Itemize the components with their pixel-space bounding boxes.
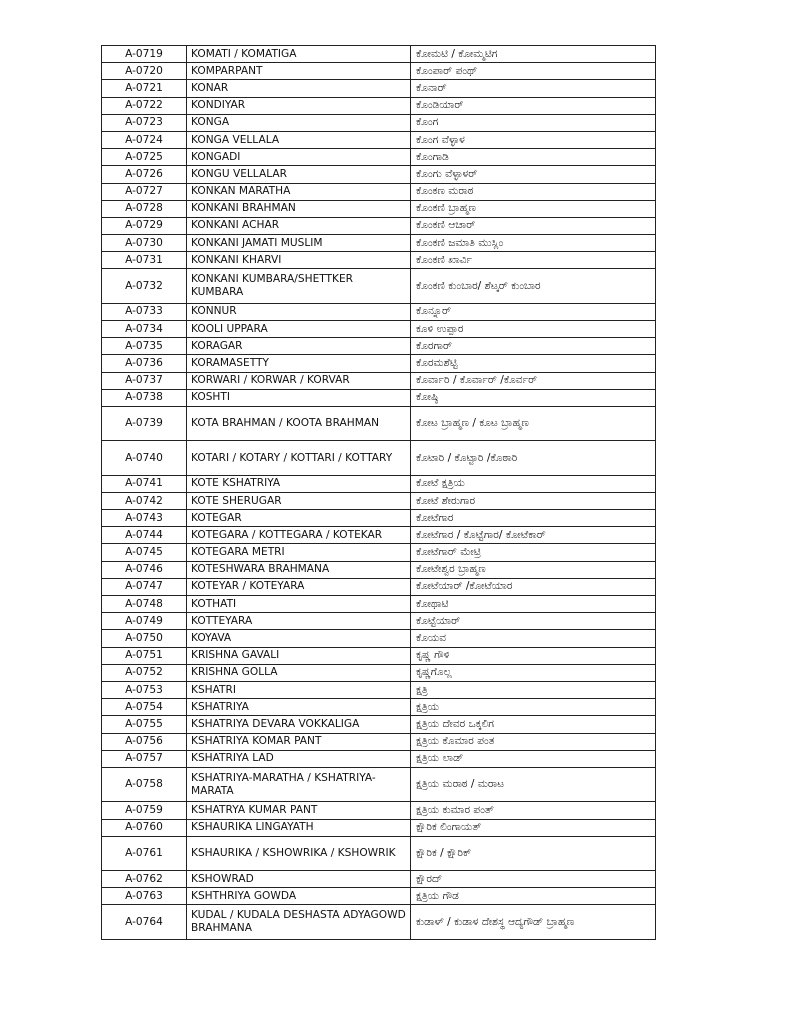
code-cell: A-0764 bbox=[102, 905, 187, 939]
table-row bbox=[102, 613, 656, 630]
kannada-name-cell: ಕೊಂಗಾಡಿ bbox=[411, 149, 656, 166]
table-row bbox=[102, 441, 656, 475]
code-cell: A-0752 bbox=[102, 664, 187, 681]
english-name-cell: KOYAVA bbox=[187, 630, 411, 647]
code-cell: A-0736 bbox=[102, 355, 187, 372]
table-row bbox=[102, 303, 656, 320]
code-cell: A-0719 bbox=[102, 46, 187, 63]
english-name-cell: KOTHATI bbox=[187, 596, 411, 613]
kannada-name-cell: ಕೋಷ್ಠಿ bbox=[411, 389, 656, 406]
english-name-cell: KOTARI / KOTARY / KOTTARI / KOTTARY bbox=[187, 441, 411, 475]
code-cell: A-0754 bbox=[102, 699, 187, 716]
kannada-name-cell: ಕೋಮಟಿ / ಕೋಮ್ಮಟಿಗ bbox=[411, 46, 656, 63]
table-row bbox=[102, 114, 656, 131]
kannada-name-cell: ಕೋಟೆ ಶೇರುಗಾರ bbox=[411, 492, 656, 509]
english-name-cell: KRISHNA GOLLA bbox=[187, 664, 411, 681]
table-row bbox=[102, 699, 656, 716]
table-row bbox=[102, 716, 656, 733]
english-name-cell: KOTE KSHATRIYA bbox=[187, 475, 411, 492]
code-cell: A-0748 bbox=[102, 596, 187, 613]
table-row bbox=[102, 338, 656, 355]
table-row bbox=[102, 63, 656, 80]
kannada-name-cell: ಕೃಷ್ಣಗೊಲ್ಲ bbox=[411, 664, 656, 681]
table-row bbox=[102, 406, 656, 440]
kannada-name-cell: ಕ್ಷತ್ರಿಯ ಗೌಡ bbox=[411, 888, 656, 905]
table-row bbox=[102, 269, 656, 303]
code-cell: A-0756 bbox=[102, 733, 187, 750]
table-row bbox=[102, 836, 656, 870]
table-row bbox=[102, 46, 656, 63]
code-cell: A-0725 bbox=[102, 149, 187, 166]
english-name-cell: KOSHTI bbox=[187, 389, 411, 406]
english-name-cell: KONKANI ACHAR bbox=[187, 217, 411, 234]
english-name-cell: KONKANI KUMBARA/SHETTKER KUMBARA bbox=[187, 269, 411, 303]
english-name-cell: KUDAL / KUDALA DESHASTA ADYAGOWD BRAHMANA bbox=[187, 905, 411, 939]
kannada-name-cell: ಕೋಥಾಟಿ bbox=[411, 596, 656, 613]
table-row bbox=[102, 750, 656, 767]
english-name-cell: KOMATI / KOMATIGA bbox=[187, 46, 411, 63]
code-cell: A-0749 bbox=[102, 613, 187, 630]
kannada-name-cell: ಕೊಂಕಣಿ ಖಾರ್ವಿ bbox=[411, 252, 656, 269]
code-cell: A-0741 bbox=[102, 475, 187, 492]
kannada-name-cell: ಕೊಂಡಿಯಾರ್ bbox=[411, 97, 656, 114]
code-cell: A-0738 bbox=[102, 389, 187, 406]
table-row bbox=[102, 492, 656, 509]
table-row bbox=[102, 733, 656, 750]
table-row bbox=[102, 217, 656, 234]
kannada-name-cell: ಕೊಟ್ಟೆಯಾರ್ bbox=[411, 613, 656, 630]
kannada-name-cell: ಕೋಟೆಗಾರ bbox=[411, 510, 656, 527]
kannada-name-cell: ಕೊಂಕಣಿ ಆಚಾರ್ bbox=[411, 217, 656, 234]
table-row bbox=[102, 871, 656, 888]
table-row bbox=[102, 510, 656, 527]
table-row bbox=[102, 97, 656, 114]
kannada-name-cell: ಕೊಟಾರಿ / ಕೊಟ್ಟಾರಿ /ಕೊಠಾರಿ bbox=[411, 441, 656, 475]
table-row bbox=[102, 389, 656, 406]
kannada-name-cell: ಕ್ಷತ್ರಿಯ ಮರಾಠ / ಮರಾಟ bbox=[411, 767, 656, 801]
english-name-cell: KONKANI KHARVI bbox=[187, 252, 411, 269]
english-name-cell: KSHATRIYA KOMAR PANT bbox=[187, 733, 411, 750]
english-name-cell: KRISHNA GAVALI bbox=[187, 647, 411, 664]
kannada-name-cell: ಕೂಳಿ ಉಪ್ಪಾರ bbox=[411, 321, 656, 338]
kannada-name-cell: ಕೋಟೆಯಾರ್ /ಕೋಟೆಯಾರ bbox=[411, 578, 656, 595]
english-name-cell: KORWARI / KORWAR / KORVAR bbox=[187, 372, 411, 389]
table-row bbox=[102, 252, 656, 269]
table-row bbox=[102, 802, 656, 819]
code-cell: A-0720 bbox=[102, 63, 187, 80]
code-cell: A-0732 bbox=[102, 269, 187, 303]
english-name-cell: KSHATRIYA bbox=[187, 699, 411, 716]
kannada-name-cell: ಕೊಯವ bbox=[411, 630, 656, 647]
code-cell: A-0729 bbox=[102, 217, 187, 234]
table-row bbox=[102, 647, 656, 664]
english-name-cell: KOTEYAR / KOTEYARA bbox=[187, 578, 411, 595]
table-row bbox=[102, 578, 656, 595]
code-cell: A-0747 bbox=[102, 578, 187, 595]
code-cell: A-0755 bbox=[102, 716, 187, 733]
code-cell: A-0745 bbox=[102, 544, 187, 561]
code-cell: A-0730 bbox=[102, 235, 187, 252]
code-cell: A-0728 bbox=[102, 200, 187, 217]
kannada-name-cell: ಕೊರಗಾರ್ bbox=[411, 338, 656, 355]
kannada-name-cell: ಕ್ಷೌರಿಕ / ಕ್ಷೌರಿಕ್ bbox=[411, 836, 656, 870]
table-row bbox=[102, 321, 656, 338]
kannada-name-cell: ಕ್ಷತ್ರಿಯ ಕುಮಾರ ಪಂತ್ bbox=[411, 802, 656, 819]
english-name-cell: KOTE SHERUGAR bbox=[187, 492, 411, 509]
kannada-name-cell: ಕೊಂಗ ವೆಳ್ಳಾಳ bbox=[411, 131, 656, 148]
english-name-cell: KOTEGAR bbox=[187, 510, 411, 527]
kannada-name-cell: ಕೃಷ್ಣ ಗೌಳಿ bbox=[411, 647, 656, 664]
table-row bbox=[102, 527, 656, 544]
code-cell: A-0761 bbox=[102, 836, 187, 870]
table-body bbox=[102, 46, 656, 940]
english-name-cell: KONNUR bbox=[187, 303, 411, 320]
code-cell: A-0733 bbox=[102, 303, 187, 320]
table-row bbox=[102, 131, 656, 148]
code-cell: A-0744 bbox=[102, 527, 187, 544]
code-cell: A-0742 bbox=[102, 492, 187, 509]
kannada-name-cell: ಕೊನಾರ್ bbox=[411, 80, 656, 97]
code-cell: A-0753 bbox=[102, 681, 187, 698]
code-cell: A-0743 bbox=[102, 510, 187, 527]
code-cell: A-0724 bbox=[102, 131, 187, 148]
english-name-cell: KOTTEYARA bbox=[187, 613, 411, 630]
english-name-cell: KONGADI bbox=[187, 149, 411, 166]
code-cell: A-0746 bbox=[102, 561, 187, 578]
kannada-name-cell: ಕೋಟೇಶ್ವರ ಬ್ರಾಹ್ಮಣ bbox=[411, 561, 656, 578]
table-row bbox=[102, 561, 656, 578]
kannada-name-cell: ಕ್ಷತ್ರಿಯ ದೇವರ ಒಕ್ಕಲಿಗ bbox=[411, 716, 656, 733]
kannada-name-cell: ಕೊಂಕಣಿ ಬ್ರಾಹ್ಮಣ bbox=[411, 200, 656, 217]
code-cell: A-0751 bbox=[102, 647, 187, 664]
code-cell: A-0726 bbox=[102, 166, 187, 183]
table-row bbox=[102, 355, 656, 372]
table-row bbox=[102, 905, 656, 939]
kannada-name-cell: ಕ್ಷತ್ರಿ bbox=[411, 681, 656, 698]
table-row bbox=[102, 80, 656, 97]
kannada-name-cell: ಕೊಂಕಣ ಮರಾಠ bbox=[411, 183, 656, 200]
kannada-name-cell: ಕೊಂಕಣಿ ಜಮಾತಿ ಮುಸ್ಲಿಂ bbox=[411, 235, 656, 252]
english-name-cell: KSHATRI bbox=[187, 681, 411, 698]
english-name-cell: KSHAURIKA / KSHOWRIKA / KSHOWRIK bbox=[187, 836, 411, 870]
english-name-cell: KOMPARPANT bbox=[187, 63, 411, 80]
english-name-cell: KONGA VELLALA bbox=[187, 131, 411, 148]
table-row bbox=[102, 819, 656, 836]
kannada-name-cell: ಕುಡಾಳ್ / ಕುಡಾಳ ದೇಶಸ್ಥ ಆದ್ಯಗೌಡ್ ಬ್ರಾಹ್ಮಣ bbox=[411, 905, 656, 939]
kannada-name-cell: ಕೊಂಗ bbox=[411, 114, 656, 131]
table-row bbox=[102, 596, 656, 613]
kannada-name-cell: ಕ್ಷತ್ರಿಯ ಕೊಮಾರ ಪಂತ bbox=[411, 733, 656, 750]
kannada-name-cell: ಕ್ಷೌರಿಕ ಲಿಂಗಾಯತ್ bbox=[411, 819, 656, 836]
english-name-cell: KOTEGARA METRI bbox=[187, 544, 411, 561]
code-cell: A-0722 bbox=[102, 97, 187, 114]
code-cell: A-0760 bbox=[102, 819, 187, 836]
english-name-cell: KOTEGARA / KOTTEGARA / KOTEKAR bbox=[187, 527, 411, 544]
code-cell: A-0727 bbox=[102, 183, 187, 200]
code-cell: A-0723 bbox=[102, 114, 187, 131]
kannada-name-cell: ಕ್ಷೌರದ್ bbox=[411, 871, 656, 888]
table-row bbox=[102, 630, 656, 647]
english-name-cell: KOTESHWARA BRAHMANA bbox=[187, 561, 411, 578]
code-cell: A-0763 bbox=[102, 888, 187, 905]
code-cell: A-0757 bbox=[102, 750, 187, 767]
english-name-cell: KONKANI BRAHMAN bbox=[187, 200, 411, 217]
table-row bbox=[102, 200, 656, 217]
kannada-name-cell: ಕ್ಷತ್ರಿಯ bbox=[411, 699, 656, 716]
code-cell: A-0750 bbox=[102, 630, 187, 647]
english-name-cell: KONDIYAR bbox=[187, 97, 411, 114]
table-row bbox=[102, 664, 656, 681]
english-name-cell: KONGU VELLALAR bbox=[187, 166, 411, 183]
kannada-name-cell: ಕೋಟ ಬ್ರಾಹ್ಮಣ / ಕೂಟ ಬ್ರಾಹ್ಮಣ bbox=[411, 406, 656, 440]
kannada-name-cell: ಕೊನ್ನೂರ್ bbox=[411, 303, 656, 320]
english-name-cell: KORAMASETTY bbox=[187, 355, 411, 372]
code-cell: A-0758 bbox=[102, 767, 187, 801]
table-row bbox=[102, 372, 656, 389]
table-row bbox=[102, 166, 656, 183]
english-name-cell: KORAGAR bbox=[187, 338, 411, 355]
kannada-name-cell: ಕೋಟೆಗಾರ್ ಮೇಟ್ರಿ bbox=[411, 544, 656, 561]
table-row bbox=[102, 149, 656, 166]
table-row bbox=[102, 183, 656, 200]
english-name-cell: KSHATRIYA-MARATHA / KSHATRIYA-MARATA bbox=[187, 767, 411, 801]
table-row bbox=[102, 544, 656, 561]
kannada-name-cell: ಕೋಟೆಗಾರ / ಕೊಟ್ಟೆಗಾರ/ ಕೋಟೆಕಾರ್ bbox=[411, 527, 656, 544]
kannada-name-cell: ಕೊರ್ವಾರಿ / ಕೊರ್ವಾರ್ /ಕೊರ್ವರ್ bbox=[411, 372, 656, 389]
english-name-cell: KSHATRIYA LAD bbox=[187, 750, 411, 767]
english-name-cell: KSHAURIKA LINGAYATH bbox=[187, 819, 411, 836]
code-cell: A-0740 bbox=[102, 441, 187, 475]
table-row bbox=[102, 767, 656, 801]
code-cell: A-0737 bbox=[102, 372, 187, 389]
table-row bbox=[102, 475, 656, 492]
table-row bbox=[102, 888, 656, 905]
english-name-cell: KONKANI JAMATI MUSLIM bbox=[187, 235, 411, 252]
kannada-name-cell: ಕೊಂಗು ವೆಳ್ಳಾಳರ್ bbox=[411, 166, 656, 183]
english-name-cell: KSHATRYA KUMAR PANT bbox=[187, 802, 411, 819]
code-cell: A-0762 bbox=[102, 871, 187, 888]
code-cell: A-0735 bbox=[102, 338, 187, 355]
code-cell: A-0739 bbox=[102, 406, 187, 440]
kannada-name-cell: ಕೊಂಕಣಿ ಕುಂಬಾರ/ ಶೆಟ್ಕರ್ ಕುಂಬಾರ bbox=[411, 269, 656, 303]
kannada-name-cell: ಕ್ಷತ್ರಿಯ ಲಾಡ್ bbox=[411, 750, 656, 767]
english-name-cell: KOTA BRAHMAN / KOOTA BRAHMAN bbox=[187, 406, 411, 440]
kannada-name-cell: ಕೊಂಪಾರ್ ಪಂಥ್ bbox=[411, 63, 656, 80]
code-cell: A-0731 bbox=[102, 252, 187, 269]
table-row bbox=[102, 235, 656, 252]
english-name-cell: KSHOWRAD bbox=[187, 871, 411, 888]
table-row bbox=[102, 681, 656, 698]
kannada-name-cell: ಕೋಟೆ ಕ್ಷತ್ರಿಯ bbox=[411, 475, 656, 492]
english-name-cell: KONKAN MARATHA bbox=[187, 183, 411, 200]
english-name-cell: KONAR bbox=[187, 80, 411, 97]
english-name-cell: KSHTHRIYA GOWDA bbox=[187, 888, 411, 905]
english-name-cell: KSHATRIYA DEVARA VOKKALIGA bbox=[187, 716, 411, 733]
english-name-cell: KONGA bbox=[187, 114, 411, 131]
caste-list-table bbox=[101, 45, 656, 940]
code-cell: A-0734 bbox=[102, 321, 187, 338]
code-cell: A-0721 bbox=[102, 80, 187, 97]
kannada-name-cell: ಕೊರಮಶೆಟ್ಟಿ bbox=[411, 355, 656, 372]
code-cell: A-0759 bbox=[102, 802, 187, 819]
english-name-cell: KOOLI UPPARA bbox=[187, 321, 411, 338]
